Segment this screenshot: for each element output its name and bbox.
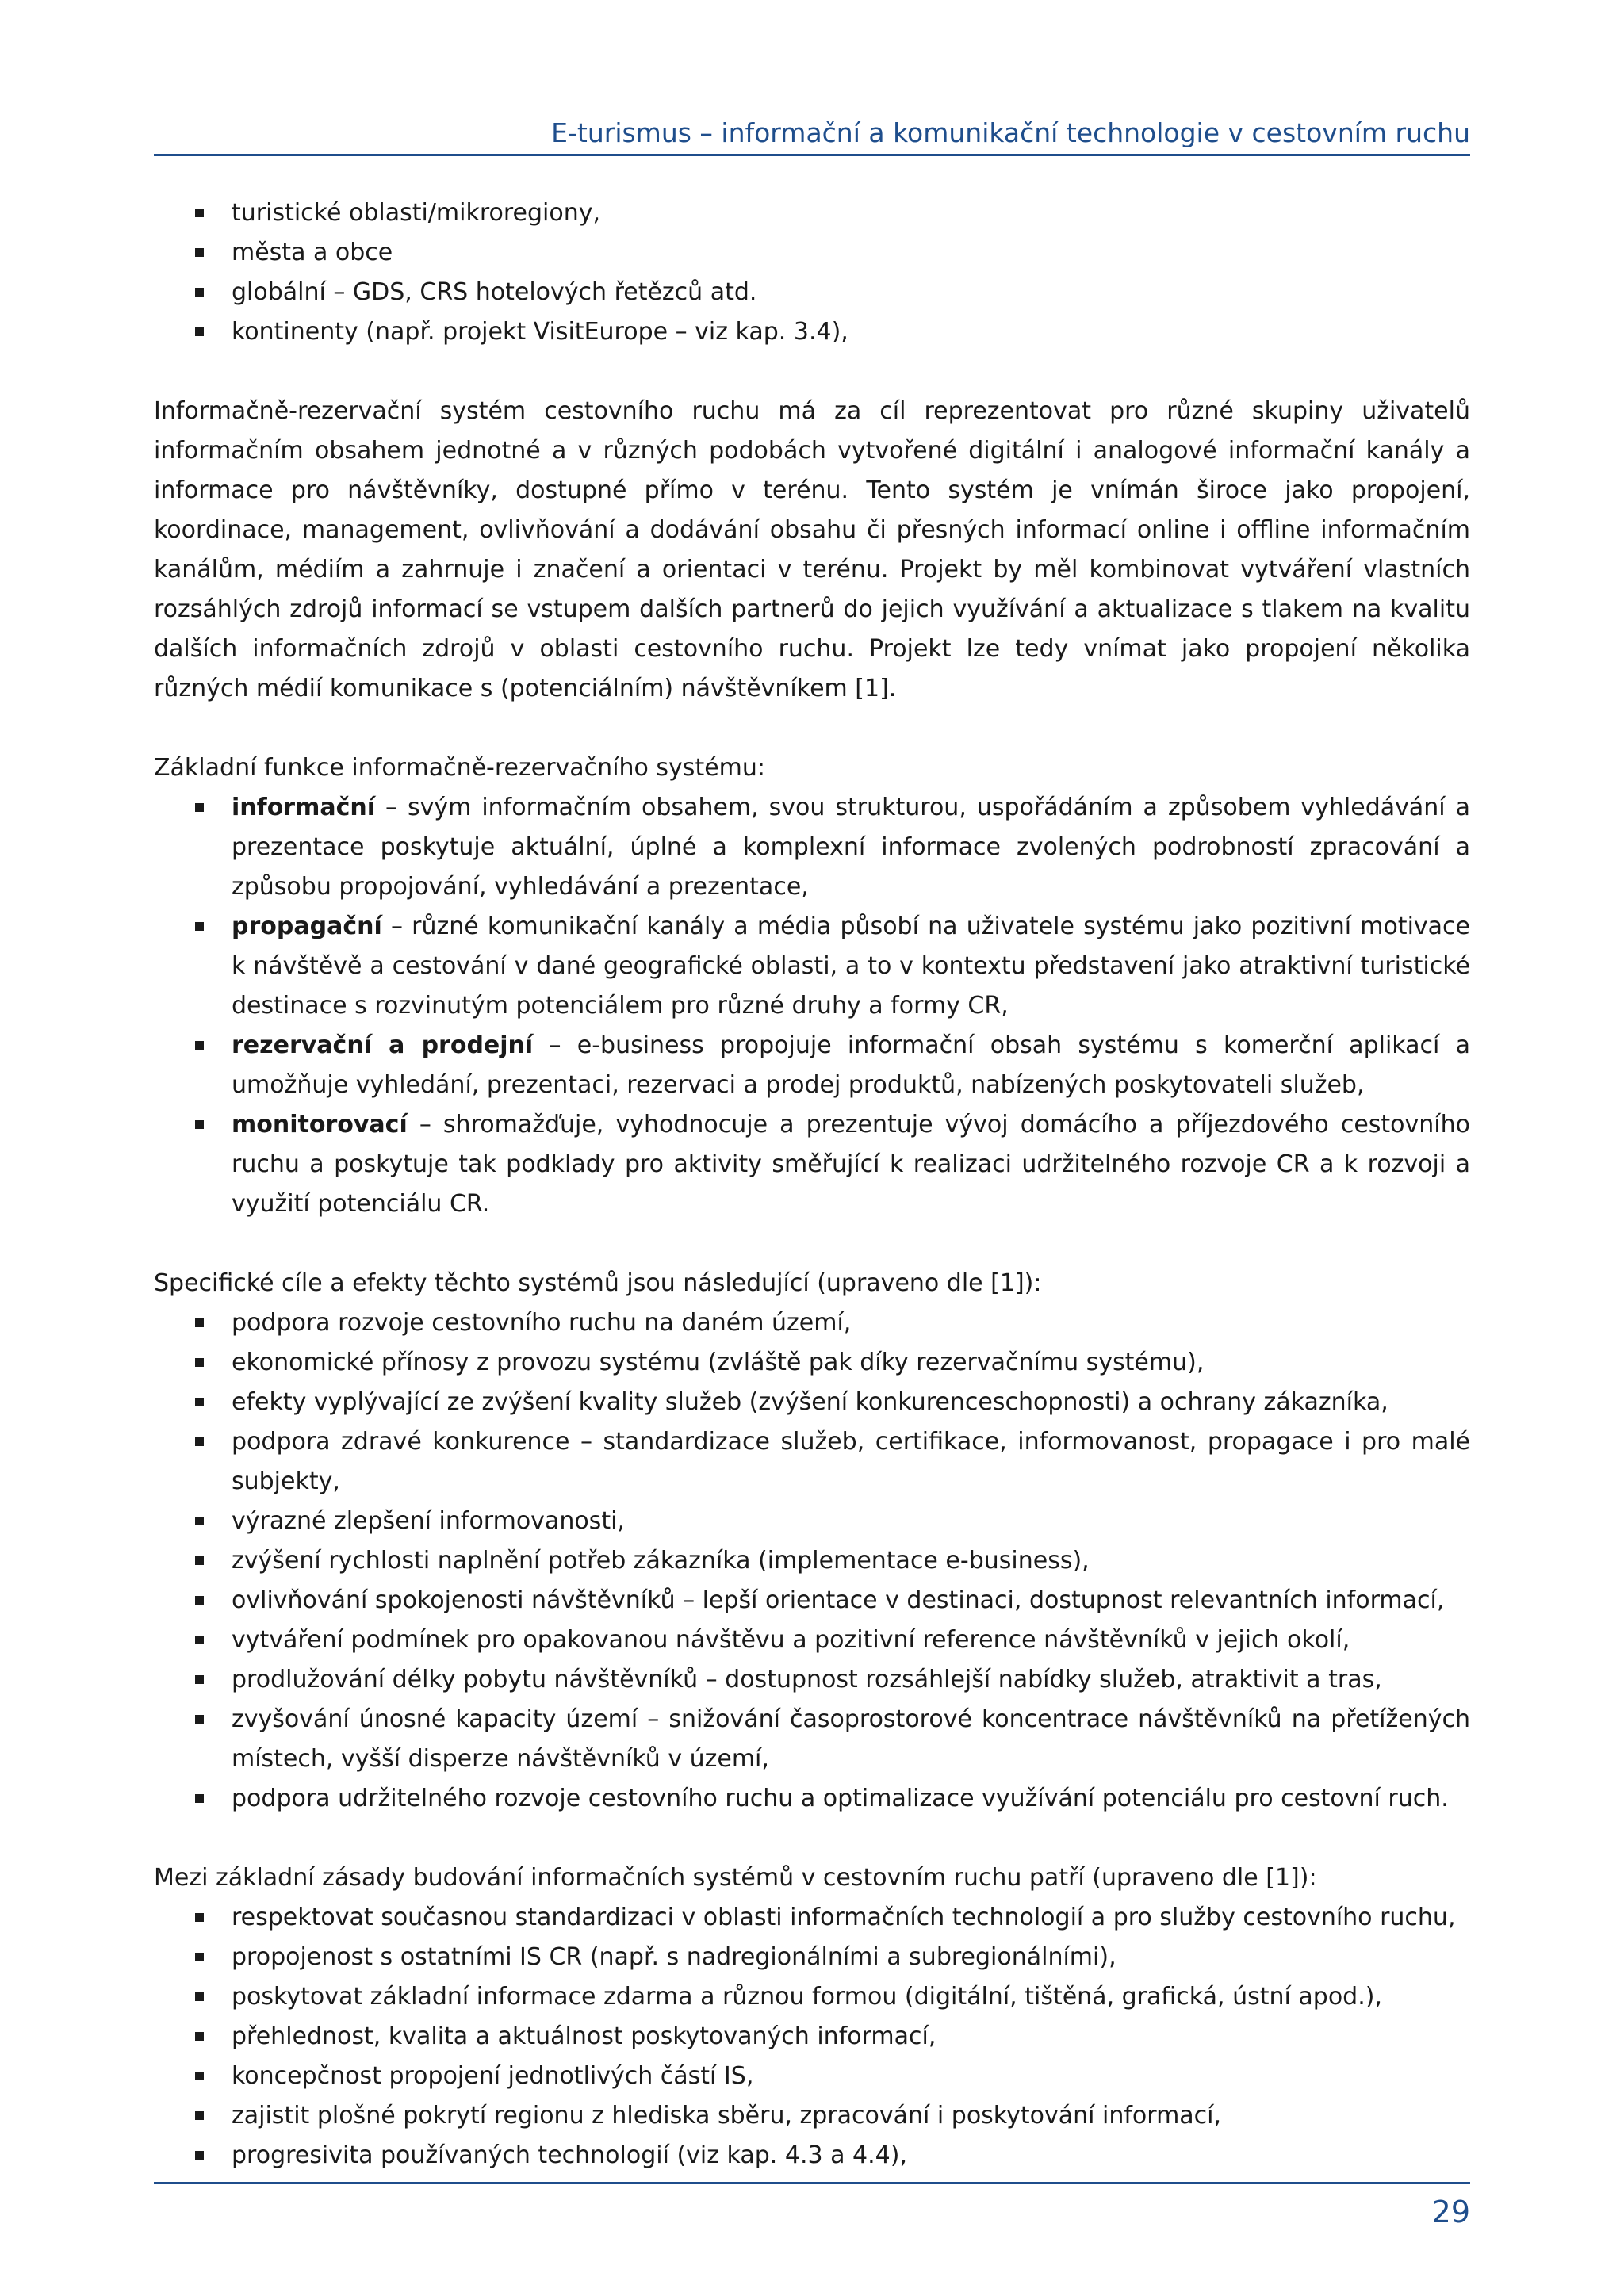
region-list: [154, 193, 1470, 352]
list-item: [154, 907, 1470, 1026]
list-item: turistické oblasti/mikroregiony,: [154, 193, 1470, 233]
list-item: přehlednost, kvalita a aktuálnost poskytovaných informací,: [154, 2017, 1470, 2057]
list-item: prodlužování délky pobytu návštěvníků – dostupnost rozsáhlejší nabídky služeb, atraktivit a tras,: [154, 1660, 1470, 1700]
list-item: kontinenty (např. projekt VisitEurope – viz kap. 3.4),: [154, 312, 1470, 352]
list-item: zajistit plošné pokrytí regionu z hlediska sběru, zpracování i poskytování informací,: [154, 2096, 1470, 2136]
paragraph-intro: Informačně-rezervační systém cestovního ruchu má za cíl reprezentovat pro různé skupiny uživatelů informačním obsahem jednotné a v různých podobách vytvořené digitální i analogové informační kanály a informace pro návštěvníky, dostupné přímo v terénu. Tento systém je vnímán široce jako propojení, koordinace, management, ovlivňování a dodávání obsahu či přesných informací online i offline informačním kanálům, médiím a zahrnuje i značení a orientaci v terénu. Projekt by měl kombinovat vytváření vlastních rozsáhlých zdrojů informací se vstupem dalších partnerů do jejich využívání a aktualizace s tlakem na kvalitu dalších informačních zdrojů v oblasti cestovního ruchu. Projekt lze tedy vnímat jako propojení několika různých médií komunikace s (potenciálním) návštěvníkem [1].: [154, 397, 1470, 702]
list-item: [154, 788, 1470, 907]
list-item: výrazné zlepšení informovanosti,: [154, 1502, 1470, 1541]
list-item: ovlivňování spokojenosti návštěvníků – lepší orientace v destinaci, dostupnost relevantních informací,: [154, 1581, 1470, 1621]
definition: – shromažďuje, vyhodnocuje a prezentuje vývoj domácího a příjezdového cestovního ruchu a poskytuje tak podklady pro aktivity směřující k realizaci udržitelného rozvoje CR a k rozvoji a využití potenciálu CR.: [232, 1111, 1470, 1218]
page-content: [154, 193, 1470, 2175]
list-item: propojenost s ostatními IS CR (např. s nadregionálními a subregionálními),: [154, 1938, 1470, 1977]
list-item: progresivita používaných technologií (viz kap. 4.3 a 4.4),: [154, 2136, 1470, 2175]
list-item: globální – GDS, CRS hotelových řetězců atd.: [154, 273, 1470, 312]
term: rezervační a prodejní: [232, 1031, 534, 1059]
term: informační: [232, 794, 376, 821]
definition: – svým informačním obsahem, svou strukturou, uspořádáním a způsobem vyhledávání a prezentace poskytuje aktuální, úplné a komplexní informace zvolených podrobností zpracování a způsobu propojování, vyhledávání a prezentace,: [232, 794, 1470, 901]
term: propagační: [232, 913, 382, 940]
goals-intro: Specifické cíle a efekty těchto systémů jsou následující (upraveno dle [1]):: [154, 1269, 1042, 1297]
running-header-title: E-turismus – informační a komunikační technologie v cestovním ruchu: [551, 117, 1470, 148]
list-item: zvýšení rychlosti naplnění potřeb zákazníka (implementace e-business),: [154, 1541, 1470, 1581]
header-rule: [154, 154, 1470, 156]
list-item: podpora rozvoje cestovního ruchu na daném území,: [154, 1303, 1470, 1343]
list-item: města a obce: [154, 233, 1470, 273]
goals-list: [154, 1303, 1470, 1819]
list-item: ekonomické přínosy z provozu systému (zvláště pak díky rezervačnímu systému),: [154, 1343, 1470, 1383]
page-number: 29: [1431, 2195, 1470, 2229]
list-item: [154, 1105, 1470, 1224]
footer-rule: [154, 2182, 1470, 2184]
definition: – e-business propojuje informační obsah systému s komerční aplikací a umožňuje vyhledání, prezentaci, rezervaci a prodej produktů, nabízených poskytovateli služeb,: [232, 1031, 1470, 1099]
list-item: podpora udržitelného rozvoje cestovního ruchu a optimalizace využívání potenciálu pro cestovní ruch.: [154, 1779, 1470, 1819]
term: monitorovací: [232, 1111, 408, 1138]
list-item: koncepčnost propojení jednotlivých částí IS,: [154, 2057, 1470, 2096]
list-item: vytváření podmínek pro opakovanou návštěvu a pozitivní reference návštěvníků v jejich okolí,: [154, 1621, 1470, 1660]
list-item: zvyšování únosné kapacity území – snižování časoprostorové koncentrace návštěvníků na přetížených místech, vyšší disperze návštěvníků v území,: [154, 1700, 1470, 1779]
list-item: poskytovat základní informace zdarma a různou formou (digitální, tištěná, grafická, ústní apod.),: [154, 1977, 1470, 2017]
list-item: podpora zdravé konkurence – standardizace služeb, certifikace, informovanost, propagace i pro malé subjekty,: [154, 1422, 1470, 1502]
definition: – různé komunikační kanály a média působí na uživatele systému jako pozitivní motivace k návštěvě a cestování v dané geografické oblasti, a to v kontextu představení jako atraktivní turistické destinace s rozvinutým potenciálem pro různé druhy a formy CR,: [232, 913, 1470, 1020]
principles-list: [154, 1898, 1470, 2175]
functions-list: [154, 788, 1470, 1224]
list-item: efekty vyplývající ze zvýšení kvality služeb (zvýšení konkurenceschopnosti) a ochrany zákazníka,: [154, 1383, 1470, 1422]
functions-intro: Základní funkce informačně-rezervačního systému:: [154, 754, 766, 782]
list-item: [154, 1026, 1470, 1105]
principles-intro: Mezi základní zásady budování informačních systémů v cestovním ruchu patří (upraveno dle [1]):: [154, 1864, 1317, 1892]
list-item: respektovat současnou standardizaci v oblasti informačních technologií a pro služby cestovního ruchu,: [154, 1898, 1470, 1938]
